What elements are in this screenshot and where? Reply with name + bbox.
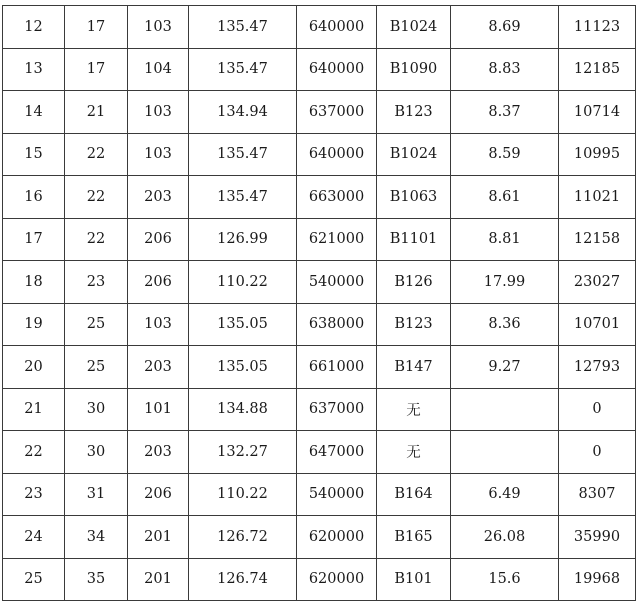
- table-cell: 134.88: [189, 388, 297, 431]
- table-cell: 17: [65, 48, 128, 91]
- table-cell: 540000: [297, 261, 377, 304]
- table-cell: 无: [377, 431, 451, 474]
- table-cell: 8.69: [451, 6, 559, 49]
- table-cell: 647000: [297, 431, 377, 474]
- table-row: [3, 388, 636, 431]
- table-cell: 640000: [297, 133, 377, 176]
- table-row: [3, 303, 636, 346]
- table-cell: 12793: [559, 346, 636, 389]
- table-cell: 35: [65, 558, 128, 601]
- table-row: [3, 473, 636, 516]
- table-cell: 540000: [297, 473, 377, 516]
- table-row: [3, 133, 636, 176]
- table-cell: B1101: [377, 218, 451, 261]
- table-cell: 661000: [297, 346, 377, 389]
- table-cell: 110.22: [189, 473, 297, 516]
- table-cell: 15: [3, 133, 65, 176]
- table-cell: 6.49: [451, 473, 559, 516]
- table-cell: B164: [377, 473, 451, 516]
- table-row: [3, 431, 636, 474]
- table-cell: 0: [559, 431, 636, 474]
- table-cell: 10714: [559, 91, 636, 134]
- table-cell: 23: [65, 261, 128, 304]
- table-cell: 13: [3, 48, 65, 91]
- table-cell: 24: [3, 516, 65, 559]
- table-cell: 25: [65, 346, 128, 389]
- table-cell: 10995: [559, 133, 636, 176]
- table-cell: [451, 431, 559, 474]
- table-cell: 110.22: [189, 261, 297, 304]
- table-row: [3, 346, 636, 389]
- table-cell: 203: [128, 346, 189, 389]
- table-cell: 9.27: [451, 346, 559, 389]
- table-row: [3, 516, 636, 559]
- table-cell: 11123: [559, 6, 636, 49]
- table-cell: B147: [377, 346, 451, 389]
- table-row: [3, 91, 636, 134]
- table-cell: 135.05: [189, 303, 297, 346]
- table-cell: 103: [128, 133, 189, 176]
- table-cell: 17: [65, 6, 128, 49]
- table-cell: 132.27: [189, 431, 297, 474]
- table-cell: 135.47: [189, 133, 297, 176]
- table-cell: 12185: [559, 48, 636, 91]
- table-cell: 11021: [559, 176, 636, 219]
- table-cell: 640000: [297, 48, 377, 91]
- table-cell: 0: [559, 388, 636, 431]
- table-cell: 23: [3, 473, 65, 516]
- table-cell: 30: [65, 388, 128, 431]
- table-cell: 8.83: [451, 48, 559, 91]
- table-cell: 30: [65, 431, 128, 474]
- table-cell: 17.99: [451, 261, 559, 304]
- table-cell: B1024: [377, 6, 451, 49]
- table-cell: 31: [65, 473, 128, 516]
- table-cell: 663000: [297, 176, 377, 219]
- table-cell: 22: [65, 133, 128, 176]
- table-cell: 19968: [559, 558, 636, 601]
- table-cell: 21: [65, 91, 128, 134]
- table-cell: 8307: [559, 473, 636, 516]
- table-row: [3, 6, 636, 49]
- table-cell: 8.37: [451, 91, 559, 134]
- table-cell: 22: [3, 431, 65, 474]
- table-cell: B1024: [377, 133, 451, 176]
- table-cell: 34: [65, 516, 128, 559]
- table-cell: B123: [377, 303, 451, 346]
- table-cell: 26.08: [451, 516, 559, 559]
- table-cell: 8.81: [451, 218, 559, 261]
- table-cell: 104: [128, 48, 189, 91]
- table-cell: 103: [128, 6, 189, 49]
- table-cell: B165: [377, 516, 451, 559]
- table-cell: 12158: [559, 218, 636, 261]
- table-cell: 20: [3, 346, 65, 389]
- table-row: [3, 558, 636, 601]
- table-cell: 22: [65, 176, 128, 219]
- table-cell: 35990: [559, 516, 636, 559]
- table-cell: 15.6: [451, 558, 559, 601]
- table-cell: 10701: [559, 303, 636, 346]
- table-cell: 135.47: [189, 6, 297, 49]
- table-cell: 126.72: [189, 516, 297, 559]
- table-cell: 135.47: [189, 176, 297, 219]
- table-cell: 16: [3, 176, 65, 219]
- table-cell: 637000: [297, 388, 377, 431]
- table-cell: 23027: [559, 261, 636, 304]
- table-cell: 12: [3, 6, 65, 49]
- table-cell: 203: [128, 176, 189, 219]
- table-cell: 640000: [297, 6, 377, 49]
- table-cell: B1063: [377, 176, 451, 219]
- table-cell: 22: [65, 218, 128, 261]
- table-row: [3, 261, 636, 304]
- table-cell: B123: [377, 91, 451, 134]
- table-cell: 201: [128, 558, 189, 601]
- table-cell: 14: [3, 91, 65, 134]
- table-cell: 25: [65, 303, 128, 346]
- table-cell: 103: [128, 303, 189, 346]
- table-cell: 21: [3, 388, 65, 431]
- table-cell: 126.99: [189, 218, 297, 261]
- table-cell: 25: [3, 558, 65, 601]
- table-cell: 17: [3, 218, 65, 261]
- table-cell: 8.59: [451, 133, 559, 176]
- table-cell: 620000: [297, 558, 377, 601]
- table-cell: 无: [377, 388, 451, 431]
- table-cell: 620000: [297, 516, 377, 559]
- table-cell: 206: [128, 218, 189, 261]
- table-cell: [451, 388, 559, 431]
- table-cell: 19: [3, 303, 65, 346]
- data-table: [2, 5, 636, 601]
- table-cell: 637000: [297, 91, 377, 134]
- table-cell: 203: [128, 431, 189, 474]
- table-cell: 8.36: [451, 303, 559, 346]
- table-body: [3, 6, 636, 601]
- table-cell: 206: [128, 473, 189, 516]
- table-row: [3, 218, 636, 261]
- table-cell: 201: [128, 516, 189, 559]
- table-cell: 206: [128, 261, 189, 304]
- table-cell: B1090: [377, 48, 451, 91]
- table-row: [3, 48, 636, 91]
- table-cell: B126: [377, 261, 451, 304]
- table-cell: 18: [3, 261, 65, 304]
- table-cell: 638000: [297, 303, 377, 346]
- table-cell: 135.47: [189, 48, 297, 91]
- table-cell: B101: [377, 558, 451, 601]
- table-cell: 101: [128, 388, 189, 431]
- table-cell: 134.94: [189, 91, 297, 134]
- table-row: [3, 176, 636, 219]
- table-cell: 103: [128, 91, 189, 134]
- table-cell: 8.61: [451, 176, 559, 219]
- table-cell: 621000: [297, 218, 377, 261]
- table-cell: 126.74: [189, 558, 297, 601]
- table-cell: 135.05: [189, 346, 297, 389]
